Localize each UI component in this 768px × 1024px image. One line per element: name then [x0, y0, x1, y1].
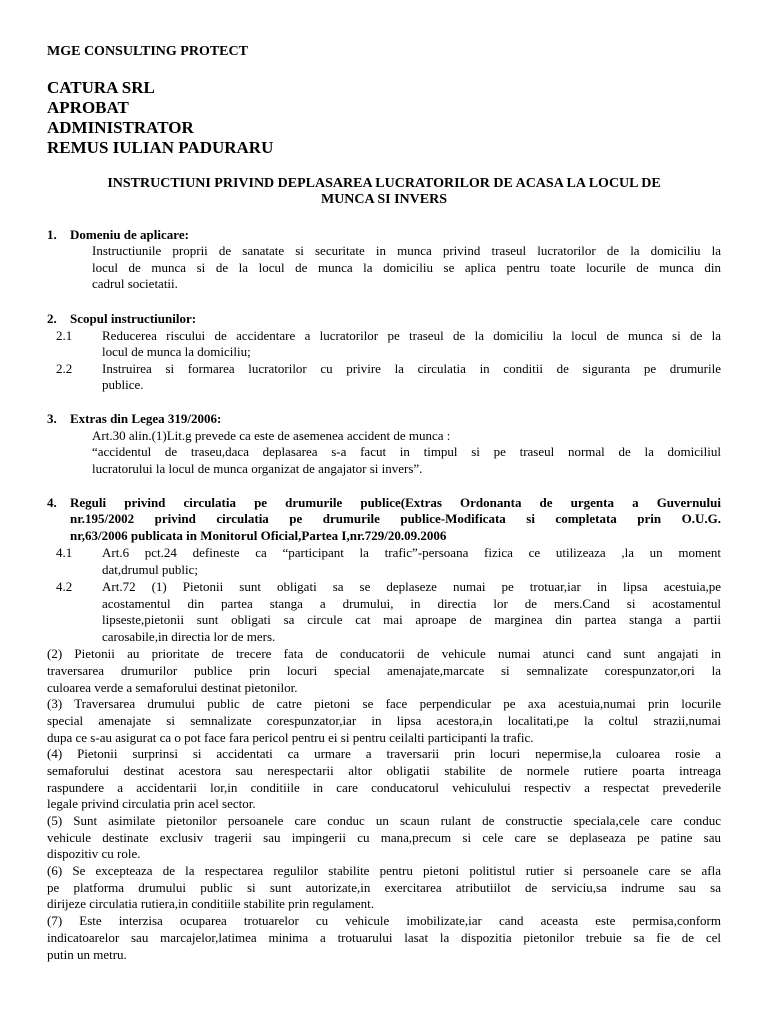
section-3-line: Art.30 alin.(1)Lit.g prevede ca este de asemenea accident de munca :	[92, 428, 451, 443]
section-3-number: 3.	[47, 411, 57, 426]
item-4-2-line: lipseste,pietonii sunt obligati sa circule cat mai aproape de marginea din partea stanga a partii	[102, 612, 721, 627]
section-1-line: locul de munca si de la locul de munca la domiciliu se aplica pentru toate locurile de munca din	[92, 260, 721, 275]
section-1-heading: Domeniu de aplicare:	[70, 227, 189, 242]
paragraph-line: dispozitiv cu role.	[47, 846, 141, 861]
paragraph-line: (4) Pietonii surprinsi si accidentati ca urmare a traversarii prin locuri nepermise,la culoarea rosie a	[47, 746, 721, 761]
section-1-line: cadrul societatii.	[92, 276, 178, 291]
item-4-1-number: 4.1	[56, 545, 73, 560]
item-2-1-line: locul de munca la domiciliu;	[102, 344, 251, 359]
item-4-2-line: acostamentul din partea stanga a drumului, in directia lor de mers.Cand si acostamentul	[102, 596, 721, 611]
paragraph-line: (5) Sunt asimilate pietonilor persoanele care conduc un scaun rulant de constructie speciala,cele care conduc	[47, 813, 721, 828]
paragraph-line: (7) Este interzisa ocuparea trotuarelor cu vehicule imobilizate,iar cand aceasta este permisa,conform	[47, 913, 721, 928]
item-2-2-line: publice.	[102, 377, 144, 392]
approval-role: ADMINISTRATOR	[47, 118, 194, 137]
item-4-2-line: carosabile,in directia lor de mers.	[102, 629, 276, 644]
approval-name: REMUS IULIAN PADURARU	[47, 138, 274, 157]
document-title-line-2: MUNCA SI INVERS	[320, 192, 448, 207]
paragraph-line: culoarea verde a semaforului destinat pietonilor.	[47, 680, 298, 695]
item-4-1-line: Art.6 pct.24 defineste ca “participant la trafic”-persoana fizica ce utilizeaza ,la un moment	[102, 545, 721, 560]
paragraph-line: raspundere a accidentarii lor,in conditiile in care conducatorul vehiculului respectiv a respectat prevederile	[47, 780, 721, 795]
paragraph-line: dupa ce s-au asigurat ca o pot face fara pericol pentru ei si pentru ceilalti participanti la trafic.	[47, 730, 534, 745]
section-3-line: lucratorului la locul de munca organizat de angajator si invers”.	[92, 461, 423, 476]
section-3-heading: Extras din Legea 319/2006:	[70, 411, 222, 426]
item-2-2-line: Instruirea si formarea lucratorilor cu privire la circulatia in conditii de siguranta pe drumurile	[102, 361, 721, 376]
paragraph-line: traversarea drumurilor publice prin locuri special amenajate,marcate si semnalizate corespunzator,ori la	[47, 663, 721, 678]
company-name: MGE CONSULTING PROTECT	[47, 44, 248, 59]
section-4-heading-line: nr,63/2006 publicata in Monitorul Oficial,Partea I,nr.729/20.09.2006	[70, 528, 447, 543]
paragraph-line: dirijeze circulatia rutiera,in conditiile stabilite prin regulament.	[47, 896, 375, 911]
paragraph-line: vehicule destinate exclusiv tragerii sau impingerii cu mana,precum si cele care se deplaseaza pe patine sau	[47, 830, 721, 845]
item-2-1-line: Reducerea riscului de accidentare a lucratorilor pe traseul de la domiciliu la locul de munca si de la	[102, 328, 721, 343]
section-2-number: 2.	[47, 311, 57, 326]
paragraph-line: (2) Pietonii au prioritate de trecere fata de conducatorii de vehicule numai atunci cand sunt angajati in	[47, 646, 721, 661]
paragraph-line: (3) Traversarea drumului public de catre pietoni se face perpendicular pe axa acestuia,numai prin locurile	[47, 696, 721, 711]
section-4-heading-line: Reguli privind circulatia pe drumurile publice(Extras Ordonanta de urgenta a Guvernului	[70, 495, 721, 510]
approval-company: CATURA SRL	[47, 78, 155, 97]
paragraph-line: semaforului destinat acestora sau nerespectarii altor obligatii stabilite de normele rutiere poarta intreaga	[47, 763, 721, 778]
section-2-heading: Scopul instructiunilor:	[70, 311, 197, 326]
paragraph-line: indicatoarelor sau marcajelor,latimea minima a trotuarului lasat la dispozitia pietonilor trebuie sa fie de cel	[47, 930, 721, 945]
section-1-number: 1.	[47, 227, 57, 242]
section-4-number: 4.	[47, 495, 57, 510]
paragraph-line: legale privind circulatia prin acel sector.	[47, 796, 256, 811]
paragraph-line: pe platforma drumului public si sunt autorizate,in exercitarea atributiilot de serviciu,sa indrume sau sa	[47, 880, 721, 895]
paragraph-line: special amenajate si semnalizate corespunzator,iar in lipsa acestora,in localitati,pe la coltul strazii,numai	[47, 713, 721, 728]
item-4-2-number: 4.2	[56, 579, 73, 594]
item-4-2-line: Art.72 (1) Pietonii sunt obligati sa se deplaseze numai pe trotuar,iar in lipsa acestuia,pe	[102, 579, 721, 594]
section-1-line: Instructiunile proprii de sanatate si securitate in munca privind traseul lucratorilor de la domiciliu la	[92, 243, 721, 258]
paragraph-line: putin un metru.	[47, 947, 127, 962]
section-4-heading-line: nr.195/2002 privind circulatia pe drumurile publice-Modificata si completata prin O.U.G.	[70, 511, 721, 526]
item-2-2-number: 2.2	[56, 361, 73, 376]
section-3-line: “accidentul de traseu,daca deplasarea s-a facut in timpul si pe traseul normal de la domiciliul	[92, 444, 721, 459]
document-title-line-1: INSTRUCTIUNI PRIVIND DEPLASAREA LUCRATORILOR DE ACASA LA LOCUL DE	[107, 176, 661, 191]
paragraph-line: (6) Se excepteaza de la respectarea regulilor stabilite pentru pietoni politistul rutier si persoanele care se afla	[47, 863, 721, 878]
approval-status: APROBAT	[47, 98, 129, 117]
item-4-1-line: dat,drumul public;	[102, 562, 199, 577]
item-2-1-number: 2.1	[56, 328, 73, 343]
